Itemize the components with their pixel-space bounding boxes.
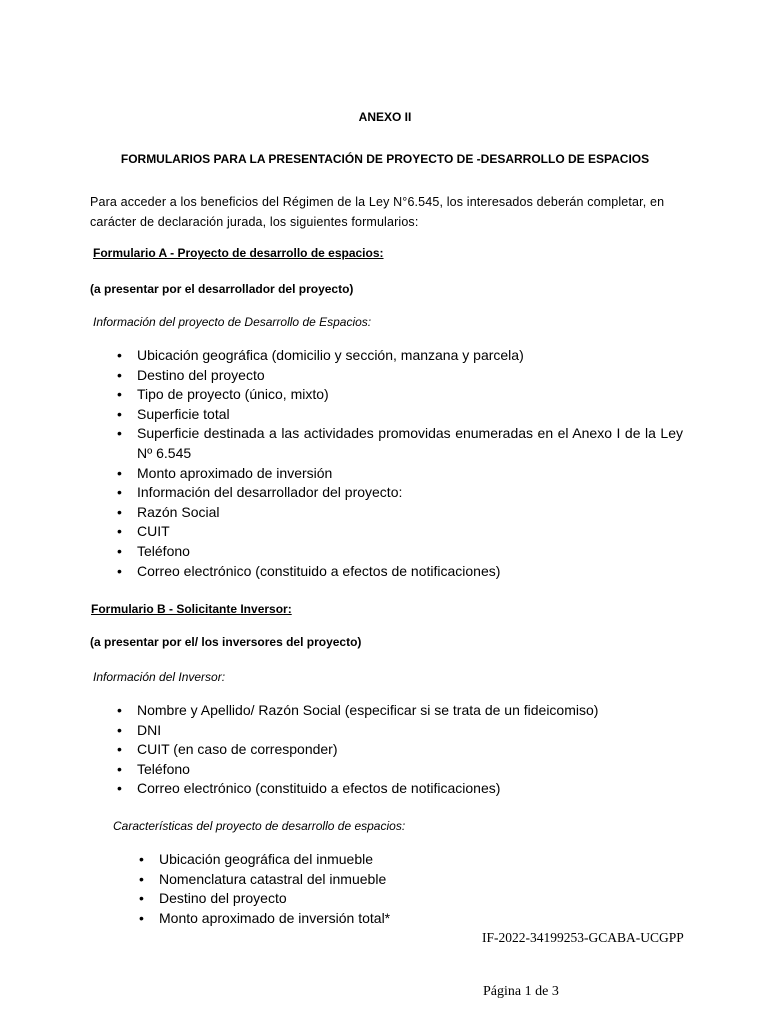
bullet-icon: • (117, 721, 122, 738)
list-item: • Destino del proyecto (135, 889, 675, 909)
bullet-icon: • (117, 523, 122, 540)
list-item: • Correo electrónico (constituido a efectos de notificaciones) (113, 562, 683, 582)
list-item: • CUIT (en caso de corresponder) (113, 740, 683, 760)
list-item: • Nomenclatura catastral del inmueble (135, 870, 675, 890)
bullet-icon: • (139, 909, 144, 926)
list-item: • Teléfono (113, 542, 683, 562)
characteristics-list (135, 850, 675, 928)
page-number: Página 1 de 3 (483, 984, 559, 999)
form-a-section-label: Información del proyecto de Desarrollo de Espacios: (93, 315, 372, 329)
form-b-subheading: (a presentar por el/ los inversores del proyecto) (90, 635, 362, 649)
bullet-icon: • (117, 542, 122, 559)
bullet-icon: • (117, 425, 122, 442)
list-item: • CUIT (113, 522, 683, 542)
list-item: • Correo electrónico (constituido a efectos de notificaciones) (113, 779, 683, 799)
bullet-icon: • (117, 366, 122, 383)
list-item: • Teléfono (113, 760, 683, 780)
bullet-icon: • (117, 702, 122, 718)
bullet-icon: • (117, 741, 122, 758)
form-b-heading: Formulario B - Solicitante Inversor: (91, 602, 292, 616)
document-title: FORMULARIOS PARA LA PRESENTACIÓN DE PROYECTO DE -DESARROLLO DE ESPACIOS (120, 152, 650, 166)
annex-title: ANEXO II (358, 110, 412, 124)
list-item: • Monto aproximado de inversión total* (135, 909, 675, 929)
list-item: • Razón Social (113, 503, 683, 523)
bullet-icon: • (117, 484, 122, 501)
list-item: • Monto aproximado de inversión (113, 464, 683, 484)
bullet-icon: • (117, 386, 122, 403)
bullet-icon: • (117, 503, 122, 520)
characteristics-label: Características del proyecto de desarrollo de espacios: (113, 819, 406, 833)
form-a-list (113, 346, 683, 581)
bullet-icon: • (117, 780, 122, 797)
list-item: • DNI (113, 721, 683, 741)
bullet-icon: • (139, 851, 144, 867)
list-item: • Nombre y Apellido/ Razón Social (especificar si se trata de un fideicomiso) (113, 701, 683, 721)
document-id: IF-2022-34199253-GCABA-UCGPP (482, 930, 684, 945)
bullet-icon: • (117, 347, 122, 363)
form-b-list (113, 701, 683, 799)
list-item: • Información del desarrollador del proyecto: (113, 483, 683, 503)
bullet-icon: • (117, 405, 122, 422)
form-b-section-label: Información del Inversor: (93, 670, 226, 684)
bullet-icon: • (139, 870, 144, 887)
bullet-icon: • (117, 464, 122, 481)
list-item: • Superficie total (113, 405, 683, 425)
form-a-heading: Formulario A - Proyecto de desarrollo de espacios: (93, 246, 384, 260)
list-item: • Superficie destinada a las actividades promovidas enumeradas en el Anexo I de la Ley Nº 6.545 (117, 425, 683, 461)
list-item: • Ubicación geográfica del inmueble (135, 850, 675, 870)
intro-paragraph: Para acceder a los beneficios del Régimen de la Ley N°6.545, los interesados deberán completar, en carácter de declaración jurada, los siguientes formularios: (90, 195, 665, 229)
bullet-icon: • (139, 890, 144, 907)
list-item: • Destino del proyecto (113, 366, 683, 386)
bullet-icon: • (117, 760, 122, 777)
form-a-subheading: (a presentar por el desarrollador del proyecto) (90, 282, 354, 296)
list-item: • Ubicación geográfica (domicilio y sección, manzana y parcela) (113, 346, 683, 366)
list-item: • Tipo de proyecto (único, mixto) (113, 385, 683, 405)
bullet-icon: • (117, 562, 122, 579)
